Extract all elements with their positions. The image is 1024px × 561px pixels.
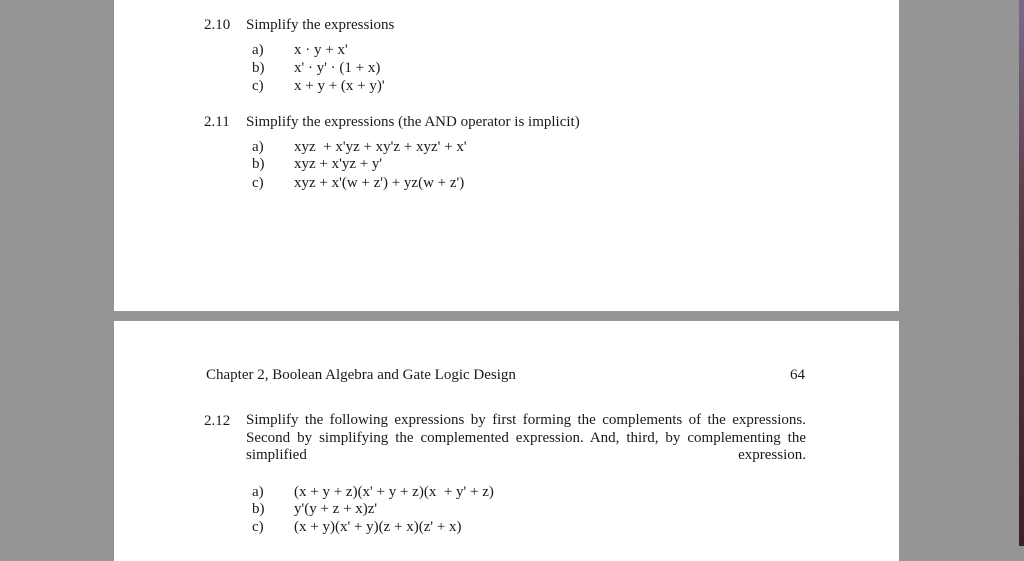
item-expression: x · y + x' <box>294 42 348 58</box>
problem-text: Simplify the following expressions by first forming the complements of the expressions. Second by simplifying the complemented expression. And, third, by complementing the simplified expression. <box>246 412 806 463</box>
item-expression: xyz + x'yz + y' <box>294 156 383 172</box>
item-label: c) <box>252 175 264 191</box>
problem-number: 2.10 <box>204 17 231 33</box>
item-label: a) <box>252 484 264 500</box>
desktop-background-edge <box>1019 0 1024 546</box>
item-label: a) <box>252 139 264 155</box>
item-expression: xyz + x'(w + z') + yz(w + z') <box>294 175 465 191</box>
item-label: a) <box>252 42 264 58</box>
item-expression: (x + y + z)(x' + y + z)(x + y' + z) <box>294 484 494 500</box>
item-expression: xyz + x'yz + xy'z + xyz' + x' <box>294 139 467 155</box>
problem-number: 2.12 <box>204 413 231 429</box>
item-label: b) <box>252 156 265 172</box>
problem-title: Simplify the expressions (the AND operator is implicit) <box>246 114 580 130</box>
item-label: c) <box>252 519 264 535</box>
item-expression: (x + y)(x' + y)(z + x)(z' + x) <box>294 519 462 535</box>
document-page-1 <box>114 0 899 311</box>
item-label: b) <box>252 501 265 517</box>
item-expression: y'(y + z + x)z' <box>294 501 378 517</box>
document-page-2 <box>114 321 899 561</box>
problem-number: 2.11 <box>204 114 230 130</box>
item-expression: x + y + (x + y)' <box>294 78 385 94</box>
chapter-header: Chapter 2, Boolean Algebra and Gate Logic Design <box>206 367 516 383</box>
page-number: 64 <box>790 367 805 383</box>
item-label: c) <box>252 78 264 94</box>
problem-title: Simplify the expressions <box>246 17 395 33</box>
item-expression: x' · y' · (1 + x) <box>294 60 381 76</box>
item-label: b) <box>252 60 265 76</box>
